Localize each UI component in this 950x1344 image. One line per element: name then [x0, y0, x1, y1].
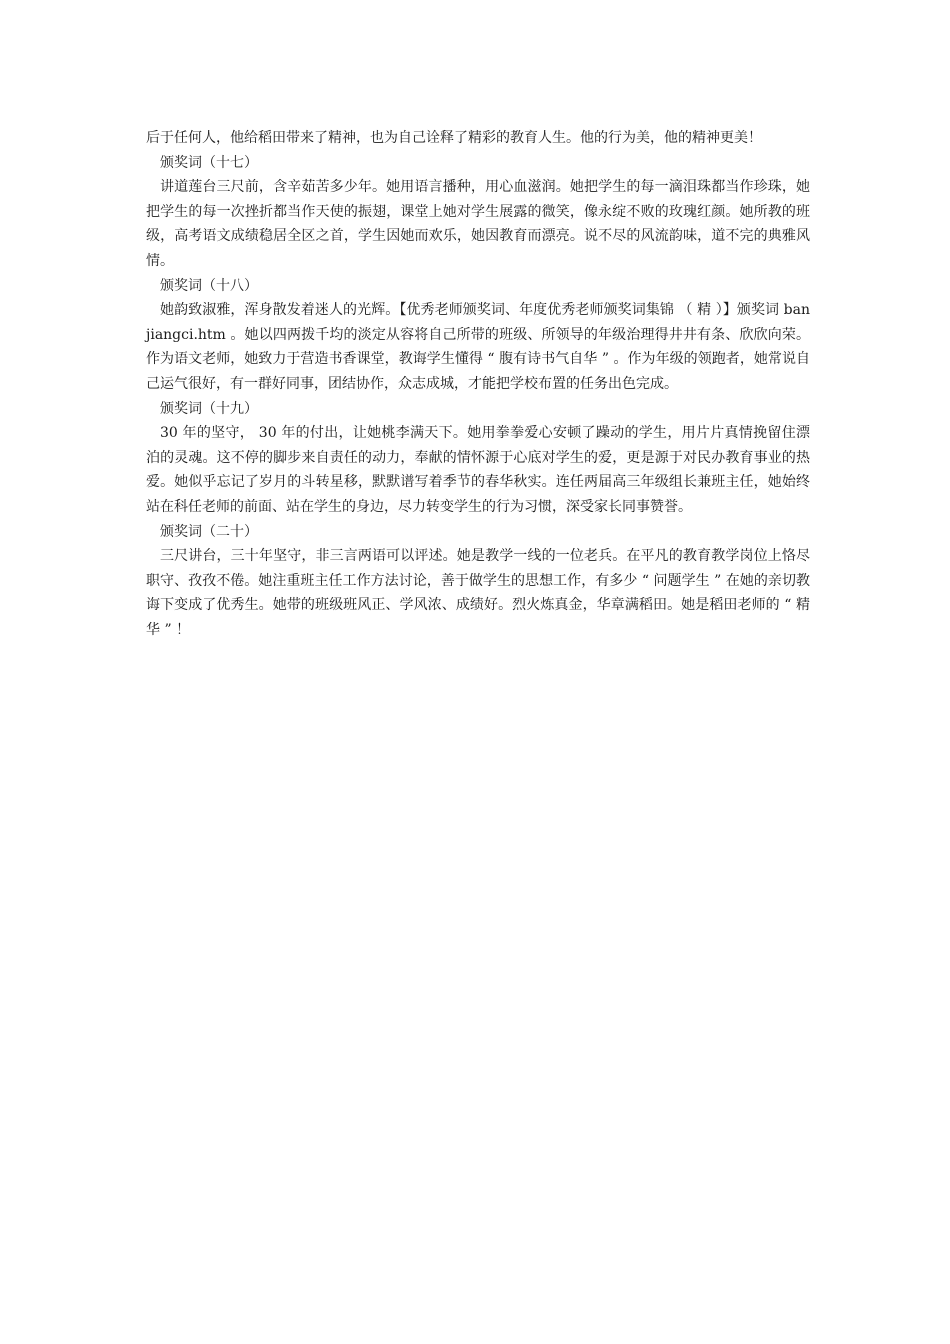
document-page: [146, 126, 810, 642]
section-heading: 颁奖词（十八）: [160, 277, 258, 294]
opening-paragraph: 后于任何人，他给稻田带来了精神，也为自己诠释了精彩的教育人生。他的行为美，他的精神更美！: [146, 130, 762, 146]
section-heading: 颁奖词（十七）: [160, 154, 258, 171]
section-body: 讲道莲台三尺前，含辛茹苦多少年。她用语言播种，用心血滋润。她把学生的每一滴泪珠都当作珍珠，她把学生的每一次挫折都当作天使的振翅，课堂上她对学生展露的微笑，像永绽不败的玫瑰红颜。她所教的班级，高考语文成绩稳居全区之首，学生因她而欢乐，她因教育而漂亮。说不尽的风流韵味，道不完的典雅风情。: [146, 179, 810, 269]
section-heading: 颁奖词（二十）: [160, 523, 258, 540]
section-body: 三尺讲台，三十年坚守，非三言两语可以评述。她是教学一线的一位老兵。在平凡的教育教学岗位上恪尽职守、孜孜不倦。她注重班主任工作方法讨论，善于做学生的思想工作，有多少 “ 问题学生 ” 在她的亲切教诲下变成了优秀生。她带的班级班风正、学风浓、成绩好。烈火炼真金，华章满稻田。她是稻田老师的 “ 精华 ” ！: [146, 548, 810, 638]
section-heading: 颁奖词（十九）: [160, 400, 258, 417]
section-body: 30 年的坚守， 30 年的付出，让她桃李满天下。她用拳拳爱心安顿了躁动的学生，用片片真情挽留住漂泊的灵魂。这不停的脚步来自责任的动力，奉献的情怀源于心底对学生的爱，更是源于对民办教育事业的热爱。她似乎忘记了岁月的斗转星移，默默谱写着季节的春华秋实。连任两届高三年级组长兼班主任，她始终站在科任老师的前面、站在学生的身边，尽力转变学生的行为习惯，深受家长同事赞誉。: [146, 425, 810, 515]
section-body: 她韵致淑雅，浑身散发着迷人的光辉。【优秀老师颁奖词、年度优秀老师颁奖词集锦 （ 精 ）】颁奖词 banjiangci.htm 。她以四两拨千均的淡定从容将自己所带的班级、所领导的年级治理得井井有条、欣欣向荣。作为语文老师，她致力于营造书香课堂，教诲学生懂得 “ 腹有诗书气自华 ” 。作为年级的领跑者，她常说自己运气很好，有一群好同事，团结协作，众志成城，才能把学校布置的任务出色完成。: [146, 302, 810, 392]
